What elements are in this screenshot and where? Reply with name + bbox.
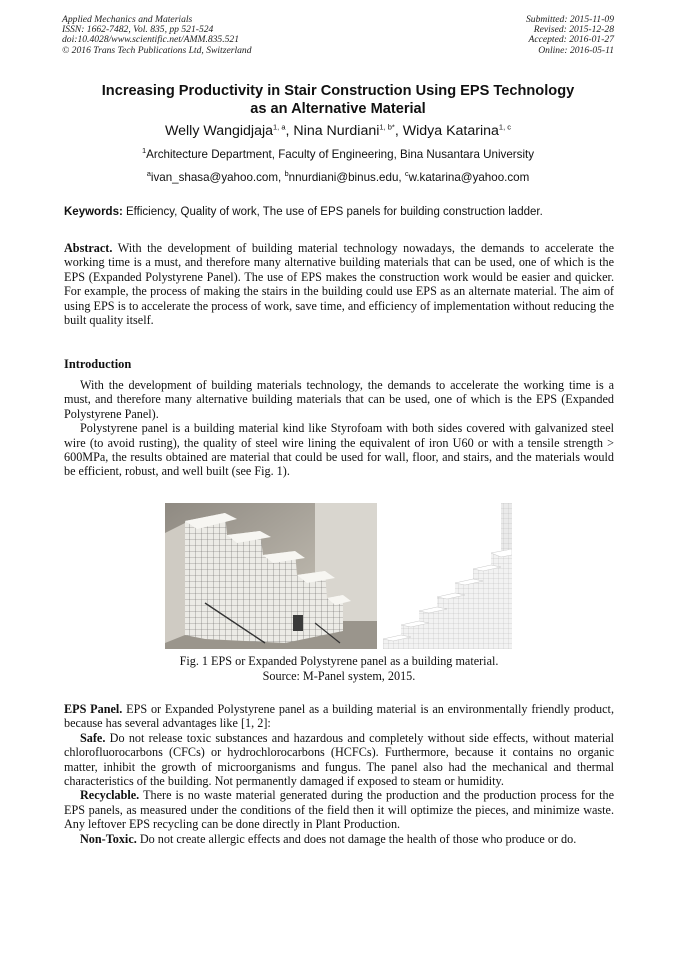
intro-paragraph-2: Polystyrene panel is a building material kind like Styrofoam with both sides covered with galvanized steel wire (to avoid rusting), the quality of steel wire lining the equivalent of iron U60 or with a tensile strength > 600MPa, the results obtained are material that could be used for wall, floor, and stairs, and the materials would be efficient, robust, and well built (see Fig. 1).: [64, 421, 614, 479]
accepted-date: Accepted: 2016-01-27: [528, 34, 614, 46]
eps-intro-text: EPS or Expanded Polystyrene panel as a building material is an environmentally friendly product, because has several advantages like [1, 2]:: [64, 702, 614, 731]
revised-date: Revised: 2015-12-28: [533, 24, 614, 36]
online-date: Online: 2016-05-11: [538, 44, 614, 56]
author-1-sup: 1, a: [273, 122, 286, 132]
safe-label: Safe.: [80, 730, 106, 745]
figure-caption: [64, 654, 614, 684]
eps-label: EPS Panel.: [64, 702, 123, 716]
copyright: © 2016 Trans Tech Publications Ltd, Switzerland: [62, 44, 252, 56]
affiliation: [62, 148, 614, 161]
email-c-sup: c: [404, 169, 409, 179]
safe-text: Do not release toxic substances and hazardous and completely without side effects, without material chlorofluorocarbons (CFCs) or hydrochlorocarbons (HCFCs). Furthermore, because it contains no organic matter, inhibit the growth of microorganisms and fungus. The panel also had the mechanical and thermal characteristics of the building. Not permanently damaged if exposed to steam or humidity.: [64, 730, 614, 789]
affiliation-text: Architecture Department, Faculty of Engineering, Bina Nusantara University: [146, 148, 535, 161]
email-c[interactable]: w.katarina@yahoo.com: [408, 171, 530, 184]
email-b-sup: b: [284, 169, 289, 179]
eps-stair-render: [383, 503, 512, 649]
journal-name: Applied Mechanics and Materials: [62, 14, 193, 25]
author-1: Welly Wangidjaja: [164, 123, 274, 139]
title-line-2: as an Alternative Material: [250, 101, 426, 117]
introduction-heading: Introduction: [64, 357, 132, 371]
caption-text: Fig. 1 EPS or Expanded Polystyrene panel as a building material.: [179, 654, 499, 668]
abstract: [64, 241, 614, 327]
author-2: Nina Nurdiani: [293, 123, 380, 139]
author-emails: [62, 171, 614, 184]
eps-stair-photo: [165, 503, 377, 649]
paper-title: [62, 82, 614, 118]
abstract-text: With the development of building material technology nowadays, the demands to accelerate the working time is a must, and therefore many alternative building materials that can be used, one of which is the EPS (Expanded Polystyrene Panel). The use of EPS makes the construction work would be easier and quicker. For example, the process of making the stairs in the building could use EPS as an alternate material. The aim of using EPS is to accelerate the process of work, save time, and efficiency of implementation without reducing the built quality itself.: [64, 241, 614, 328]
introduction-body: [64, 378, 614, 479]
eps-safe: [64, 731, 614, 789]
author-3-sup: 1, c: [498, 122, 512, 132]
email-a[interactable]: ivan_shasa@yahoo.com,: [150, 171, 285, 184]
author-separator: ,: [285, 123, 294, 139]
figure-1: [165, 503, 512, 649]
author-2-sup: 1, b*: [379, 122, 395, 132]
author-list: [62, 123, 614, 139]
nontoxic-label: Non-Toxic.: [80, 831, 137, 846]
publication-dates: [526, 15, 614, 56]
submitted-date: Submitted: 2015-11-09: [525, 14, 614, 25]
caption-source: Source: M-Panel system, 2015.: [262, 669, 416, 683]
keywords-text: Efficiency, Quality of work, The use of EPS panels for building construction ladder.: [122, 206, 543, 218]
author-3: Widya Katarina: [402, 123, 499, 139]
author-separator: ,: [394, 123, 403, 139]
title-line-1: Increasing Productivity in Stair Construction Using EPS Technology: [101, 83, 575, 99]
eps-intro: [64, 702, 614, 731]
recyclable-text: There is no waste material generated during the production and the production process for the EPS panels, as measured under the conditions of the field then it will optimize the pieces, and minimize waste. Any leftover EPS recycling can be done directly in Plant Production.: [64, 788, 614, 832]
intro-paragraph-1: With the development of building materials technology, the demands to accelerate the working time is a must, and therefore many alternative building materials that can be used, one of which is the EPS (Expanded Polystyrene Panel).: [64, 378, 614, 421]
abstract-label: Abstract.: [64, 241, 113, 255]
nontoxic-text: Do not create allergic effects and does not damage the health of those who produce or do.: [136, 831, 577, 846]
eps-panel-section: [64, 702, 614, 846]
keywords: [64, 206, 614, 218]
publication-info: [62, 15, 252, 56]
issn: ISSN: 1662-7482, Vol. 835, pp 521-524: [62, 24, 214, 36]
eps-nontoxic: [64, 832, 614, 846]
eps-recyclable: [64, 788, 614, 831]
email-a-sup: a: [146, 169, 151, 179]
recyclable-label: Recyclable.: [80, 788, 140, 803]
email-b[interactable]: nnurdiani@binus.edu,: [288, 171, 405, 184]
keywords-label: Keywords:: [64, 206, 123, 218]
affiliation-sup: 1: [141, 146, 147, 156]
doi: doi:10.4028/www.scientific.net/AMM.835.521: [62, 34, 240, 46]
